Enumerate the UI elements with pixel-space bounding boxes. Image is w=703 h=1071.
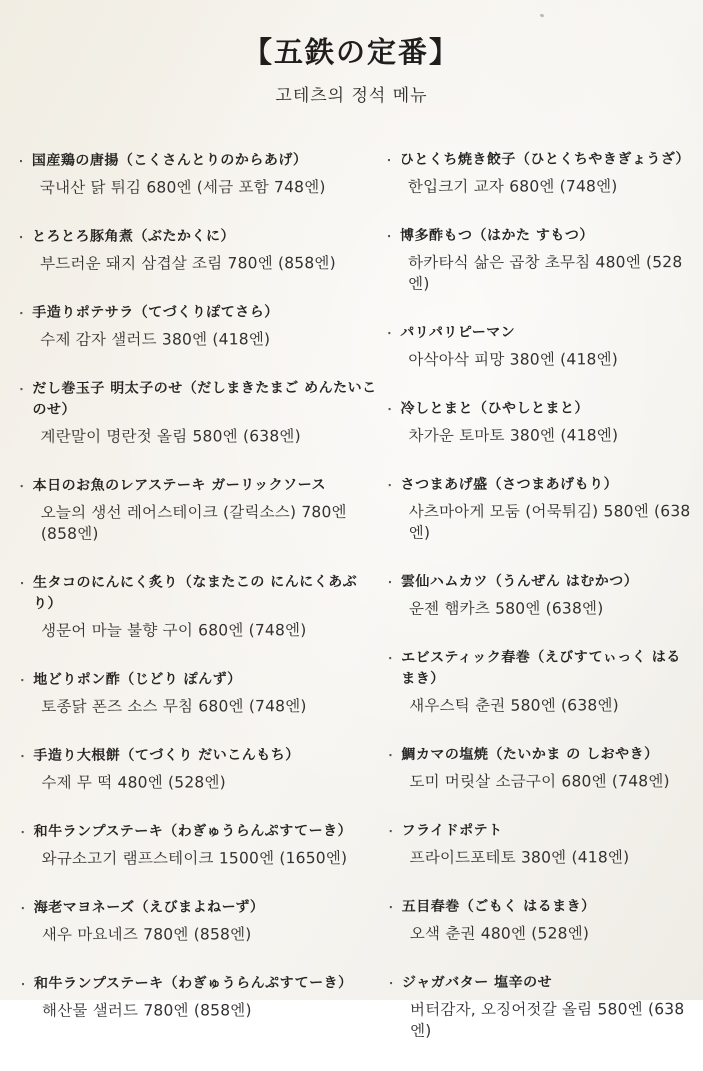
item-name-japanese: 手造り大根餅（てづくり だいこんもち） <box>33 747 300 764</box>
bullet-dot-icon: · <box>19 230 24 244</box>
item-line-japanese <box>388 571 695 593</box>
menu-item <box>387 225 694 295</box>
item-line-japanese <box>19 302 377 324</box>
item-name-japanese: 冷しとまと（ひやしとまと） <box>400 400 589 417</box>
bullet-dot-icon: · <box>20 749 26 763</box>
item-name-korean-with-price: 부드러운 돼지 삼겹살 조림 780엔 (858엔) <box>40 254 336 273</box>
item-name-japanese: 国産鶏の唐揚（こくさんとりのからあげ） <box>31 152 308 169</box>
menu-columns <box>0 149 703 1071</box>
item-line-japanese <box>387 398 694 420</box>
item-line-japanese <box>387 149 694 171</box>
item-name-korean-with-price: 생문어 마늘 불향 구이 680엔 (748엔) <box>41 621 307 640</box>
item-name-japanese: さつまあげ盛（さつまあげもり） <box>400 476 619 493</box>
bullet-dot-icon: · <box>387 575 393 589</box>
item-line-japanese <box>20 572 378 615</box>
item-name-japanese: 手造りポテサラ（てづくりぽてさら） <box>32 304 279 321</box>
menu-item <box>387 322 694 371</box>
menu-item <box>389 896 696 945</box>
item-name-korean-with-price: 와규소고기 램프스테이크 1500엔 (1650엔) <box>41 849 348 868</box>
menu-item <box>388 474 695 544</box>
item-line-japanese <box>20 475 378 497</box>
item-line-japanese <box>389 896 696 918</box>
bullet-dot-icon: · <box>388 824 394 838</box>
bullet-dot-icon: · <box>19 576 25 590</box>
bullet-dot-icon: · <box>386 153 392 167</box>
item-name-japanese: 鯛カマの塩焼（たいかま の しおやき） <box>401 746 659 763</box>
bullet-dot-icon: · <box>388 748 394 762</box>
item-name-korean-with-price: 토종닭 폰즈 소스 무침 680엔 (748엔) <box>41 697 307 716</box>
menu-item <box>20 475 378 545</box>
item-name-korean-with-price: 수제 무 떡 480엔 (528엔) <box>41 773 226 792</box>
item-name-korean-with-price: 수제 감자 샐러드 380엔 (418엔) <box>40 330 271 349</box>
item-line-japanese <box>388 744 695 766</box>
menu-column-left <box>19 150 389 1071</box>
item-name-korean-with-price: 오색 춘권 480엔 (528엔) <box>409 924 590 943</box>
menu-item <box>19 302 377 351</box>
bullet-dot-icon: · <box>18 154 24 168</box>
menu-item <box>388 647 695 717</box>
item-name-japanese: 生タコのにんにく炙り（なまたこの にんにくあぶり） <box>32 573 358 612</box>
menu-item <box>387 398 694 447</box>
page-subtitle: 고테츠의 정석 메뉴 <box>275 86 428 106</box>
item-name-japanese: 本日のお魚のレアステーキ ガーリックソース <box>32 477 326 494</box>
menu-item <box>389 820 696 869</box>
item-line-japanese <box>388 474 695 496</box>
menu-item <box>388 744 695 793</box>
item-name-korean-with-price: 사츠마아게 모둠 (어묵튀김) 580엔 (638엔) <box>408 502 691 542</box>
menu-header <box>0 0 703 106</box>
menu-item <box>21 821 379 870</box>
item-line-japanese <box>19 378 377 421</box>
item-line-japanese <box>389 972 696 994</box>
bullet-dot-icon: · <box>20 825 26 839</box>
menu-item <box>21 897 379 946</box>
item-name-japanese: 博多酢もつ（はかた すもつ） <box>399 227 594 244</box>
bullet-dot-icon: · <box>387 229 392 243</box>
menu-item <box>389 972 696 1042</box>
item-line-japanese <box>19 150 377 172</box>
item-name-korean-with-price: 차가운 토마토 380엔 (418엔) <box>408 426 619 445</box>
item-name-japanese: 和牛ランプステーキ（わぎゅうらんぷすてーき） <box>33 822 353 840</box>
item-line-japanese <box>21 821 379 843</box>
item-name-korean-with-price: 프라이드포테토 380엔 (418엔) <box>409 848 630 867</box>
menu-item <box>388 571 695 620</box>
item-name-korean-with-price: 버터감자, 오징어젓갈 올림 580엔 (638엔) <box>410 1000 685 1040</box>
item-name-japanese: エビスティック春巻（えびすてぃっく はるまき） <box>401 649 681 687</box>
item-name-korean-with-price: 운젠 햄카츠 580엔 (638엔) <box>408 599 604 618</box>
item-name-japanese: 五目春巻（ごもく はるまき） <box>401 898 596 915</box>
menu-item <box>20 572 378 642</box>
item-line-japanese <box>20 745 378 767</box>
item-line-japanese <box>387 322 694 344</box>
bullet-dot-icon: · <box>387 402 393 416</box>
item-name-korean-with-price: 계란말이 명란젓 올림 580엔 (638엔) <box>40 427 301 446</box>
item-line-japanese <box>21 897 379 919</box>
item-name-japanese: 海老マヨネーズ（えびまよねーず） <box>33 899 265 916</box>
item-name-korean-with-price: 오늘의 생선 레어스테이크 (갈릭소스) 780엔 (858엔) <box>40 503 347 543</box>
bullet-dot-icon: · <box>19 479 25 493</box>
item-name-japanese: だし巻玉子 明太子のせ（だしまきたまご めんたいこのせ） <box>32 379 377 418</box>
item-name-japanese: ジャガバター 塩辛のせ <box>401 974 553 991</box>
item-name-korean-with-price: 해산물 샐러드 780엔 (858엔) <box>42 1001 252 1020</box>
item-name-japanese: 和牛ランプステーキ（わぎゅうらんぷすてーき） <box>33 974 353 992</box>
item-name-korean-with-price: 하카타식 삶은 곱창 초무침 480엔 (528엔) <box>408 253 683 293</box>
item-line-japanese <box>388 647 695 690</box>
bullet-dot-icon: · <box>388 651 393 665</box>
bullet-dot-icon: · <box>20 901 26 915</box>
item-name-korean-with-price: 새우스틱 춘권 580엔 (638엔) <box>409 696 619 715</box>
item-line-japanese <box>19 226 377 248</box>
item-line-japanese <box>21 973 379 995</box>
item-name-korean-with-price: 한입크기 교자 680엔 (748엔) <box>407 177 618 196</box>
item-name-korean-with-price: 아삭아삭 피망 380엔 (418엔) <box>408 350 619 369</box>
menu-item <box>19 150 377 199</box>
item-name-japanese: ひとくち焼き餃子（ひとくちやきぎょうざ） <box>399 151 690 168</box>
bullet-dot-icon: · <box>387 326 392 340</box>
menu-item <box>20 745 378 794</box>
item-name-japanese: 雲仙ハムカツ（うんぜん はむかつ） <box>400 573 639 590</box>
item-name-japanese: フライドポテト <box>401 822 503 839</box>
bullet-dot-icon: · <box>20 673 25 687</box>
menu-item <box>19 226 377 275</box>
bullet-dot-icon: · <box>388 900 394 914</box>
item-line-japanese <box>387 225 694 247</box>
item-name-korean-with-price: 국내산 닭 튀김 680엔 (세금 포함 748엔) <box>39 178 326 197</box>
bullet-dot-icon: · <box>19 306 24 320</box>
item-name-japanese: 地どりポン酢（じどり ぽんず） <box>33 671 242 688</box>
bullet-dot-icon: · <box>388 976 394 990</box>
menu-item <box>21 973 379 1022</box>
item-line-japanese <box>389 820 696 842</box>
item-name-korean-with-price: 새우 마요네즈 780엔 (858엔) <box>41 925 252 944</box>
menu-item <box>387 149 694 198</box>
menu-column-right <box>387 149 696 1070</box>
page-title: 【五鉄の定番】 <box>242 35 460 69</box>
item-name-japanese: とろとろ豚角煮（ぶたかくに） <box>32 228 236 245</box>
bullet-dot-icon: · <box>387 478 393 492</box>
bullet-dot-icon: · <box>20 977 26 991</box>
item-line-japanese <box>20 669 378 691</box>
item-name-japanese: パリパリピーマン <box>400 324 516 341</box>
bullet-dot-icon: · <box>19 382 25 396</box>
item-name-korean-with-price: 도미 머릿살 소금구이 680엔 (748엔) <box>409 772 670 791</box>
menu-item <box>19 378 377 448</box>
menu-item <box>20 669 378 718</box>
